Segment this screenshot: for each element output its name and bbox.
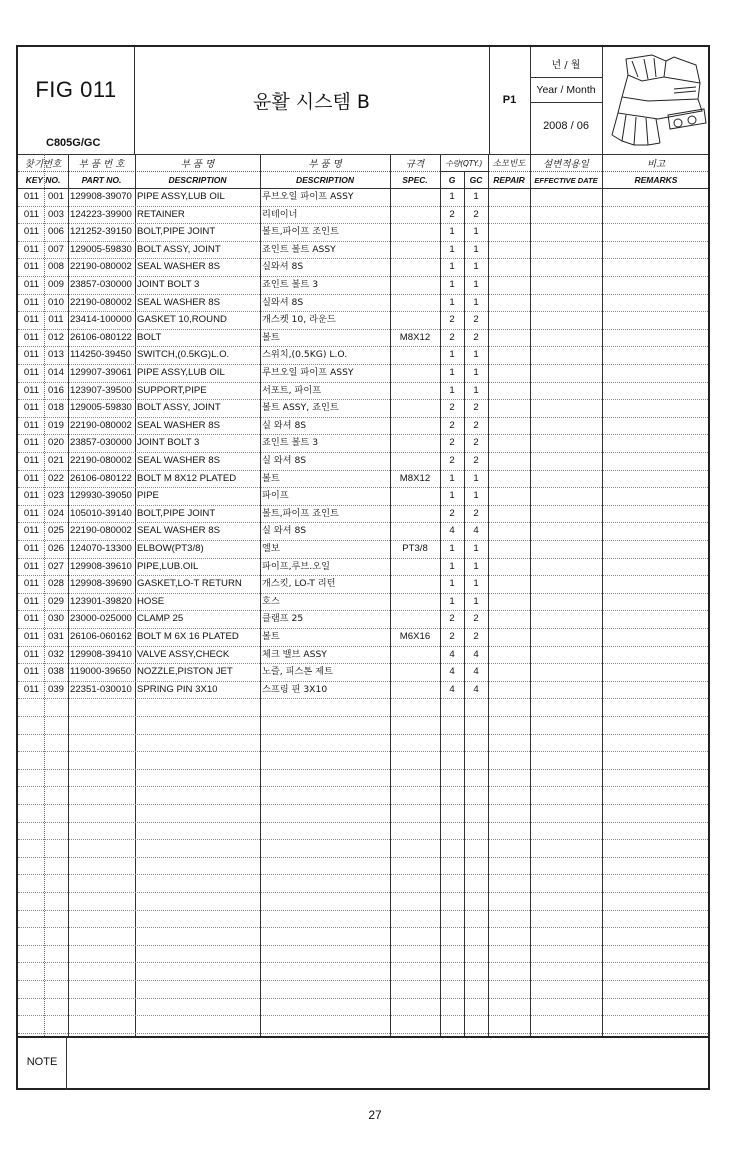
cell-kdesc: 죠인트 볼트 ASSY: [262, 243, 336, 255]
cell-gc: 2: [473, 314, 479, 326]
cell-desc: VALVE ASSY,CHECK: [137, 648, 230, 660]
cell-spec: [390, 681, 440, 699]
cell-key: 031: [47, 631, 64, 642]
cell-kdesc: 파이프,루브.오일: [262, 560, 330, 572]
cell-key: 030: [47, 613, 64, 625]
fig-number: FIG 011: [35, 77, 117, 102]
cell-key: 019: [47, 419, 64, 431]
row-rule: [18, 786, 708, 787]
cell-key: 018: [47, 402, 64, 414]
col-spec-kr: 규격: [405, 159, 425, 170]
col-eff-en: EFFECTIVE DATE: [534, 175, 598, 185]
cell-g: 2: [449, 419, 455, 431]
cell-g: 4: [449, 683, 455, 695]
cell-gc: 4: [473, 525, 479, 537]
cell-part: 26106-080122: [70, 331, 132, 343]
cell-gc: 1: [473, 367, 479, 378]
cell-fig: 011: [23, 402, 40, 414]
cell-g: 2: [449, 455, 455, 466]
cell-g: 1: [449, 543, 455, 554]
notes-divider: [66, 1036, 67, 1090]
cell-gc: 2: [473, 507, 479, 519]
cell-spec: M8X12: [399, 472, 431, 484]
col-qty-g: G: [448, 175, 456, 185]
cell-g: 2: [449, 331, 455, 343]
cell-desc: HOSE: [137, 595, 165, 607]
cell-g: 1: [449, 349, 455, 361]
cell-spec: [390, 593, 440, 611]
col-qty-gc: GC: [469, 175, 483, 185]
cell-key: 007: [47, 243, 64, 255]
cell-spec: [390, 241, 440, 259]
cell-g: 1: [449, 296, 455, 308]
cell-fig: 011: [23, 208, 40, 220]
cell-part: 123907-39500: [70, 384, 132, 396]
cell-kdesc: 실 와셔 8S: [262, 525, 307, 537]
cell-spec: [390, 188, 440, 206]
col-key-en: KEY NO.: [25, 175, 61, 185]
cell-key: 008: [47, 261, 64, 273]
cell-part: 22190-080002: [70, 525, 132, 537]
cell-g: 1: [449, 279, 455, 290]
cell-part: 119000-39650: [70, 666, 132, 678]
cell-kdesc: 볼트: [262, 631, 280, 642]
cell-desc: BOLT ASSY, JOINT: [137, 402, 221, 414]
cell-g: 2: [449, 402, 455, 414]
cell-kdesc: 죠인트 볼트 3: [262, 279, 319, 290]
cell-desc: BOLT,PIPE JOINT: [137, 507, 216, 519]
cell-kdesc: 노즐, 피스톤 제트: [262, 666, 333, 678]
cell-kdesc: 엘보: [262, 543, 280, 554]
cell-spec: [390, 575, 440, 593]
cell-kdesc: 개스킷, LO-T 리턴: [262, 578, 336, 590]
cell-part: 22351-030010: [70, 683, 132, 695]
cell-g: 1: [449, 560, 455, 572]
cell-gc: 1: [473, 279, 479, 290]
cell-gc: 1: [473, 261, 479, 273]
cell-fig: 011: [23, 191, 40, 202]
col-qty-kr: 수량(QTY.): [445, 158, 483, 168]
cell-gc: 1: [473, 349, 479, 361]
cell-kdesc: 호스: [262, 595, 280, 607]
cell-gc: 2: [473, 331, 479, 343]
cell-gc: 2: [473, 419, 479, 431]
cell-desc: PIPE,LUB.OIL: [137, 560, 199, 572]
cell-part: 121252-39150: [70, 226, 132, 238]
cell-key: 016: [47, 384, 64, 396]
cell-part: 129908-39610: [70, 560, 132, 572]
cell-part: 129908-39070: [70, 191, 132, 202]
cell-gc: 4: [473, 666, 479, 678]
cell-gc: 2: [473, 208, 479, 220]
cell-key: 011: [48, 314, 64, 326]
cell-kdesc: 볼트,파이프 죠인트: [262, 507, 339, 519]
cell-key: 026: [47, 543, 64, 554]
cell-gc: 2: [473, 402, 479, 414]
cell-gc: 1: [473, 543, 479, 554]
cell-key: 025: [47, 525, 64, 537]
cell-fig: 011: [23, 595, 40, 607]
cell-g: 2: [449, 437, 455, 449]
cell-key: 020: [47, 437, 64, 449]
col-rem-kr: 비고: [646, 159, 666, 170]
cell-spec: [390, 311, 440, 329]
cell-desc: BOLT M 6X 16 PLATED: [137, 631, 239, 642]
row-rule: [18, 998, 708, 999]
cell-desc: GASKET,LO-T RETURN: [137, 578, 242, 590]
cell-desc: SEAL WASHER 8S: [137, 261, 220, 273]
row-rule: [18, 751, 708, 752]
cell-spec: [390, 646, 440, 664]
row-rule: [18, 1033, 708, 1034]
cell-key: 021: [47, 455, 64, 466]
col-desc-en: DESCRIPTION: [168, 175, 227, 185]
col-eff-kr: 설변적용일: [543, 159, 589, 170]
cell-kdesc: 스위치,(0.5KG) L.O.: [262, 349, 348, 361]
cell-fig: 011: [23, 666, 40, 678]
cell-spec: [390, 346, 440, 364]
cell-key: 038: [47, 666, 64, 678]
cell-desc: BOLT: [137, 331, 162, 343]
cell-key: 022: [47, 472, 64, 484]
cell-gc: 1: [473, 296, 479, 308]
column-divider: [602, 154, 603, 1036]
cell-desc: SUPPORT,PIPE: [137, 384, 207, 396]
cell-g: 2: [449, 613, 455, 625]
row-rule: [18, 734, 708, 735]
cell-part: 114250-39450: [70, 349, 132, 361]
cell-kdesc: 볼트,파이프 조인트: [262, 226, 339, 238]
cell-gc: 1: [473, 226, 479, 238]
cell-spec: [390, 487, 440, 505]
col-rem-en: REMARKS: [634, 175, 678, 185]
cell-spec: [390, 417, 440, 435]
cell-desc: SWITCH,(0.5KG)L.O.: [137, 349, 230, 361]
cell-fig: 011: [23, 525, 40, 537]
cell-key: 028: [47, 578, 64, 590]
cell-key: 014: [47, 367, 64, 378]
combine-harvester-illustration: [608, 49, 708, 149]
col-repair-en: REPAIR: [493, 175, 525, 185]
cell-fig: 011: [23, 261, 40, 273]
cell-spec: [390, 610, 440, 628]
row-rule: [18, 769, 708, 770]
cell-gc: 2: [473, 455, 479, 466]
cell-g: 4: [449, 525, 455, 537]
cell-spec: [390, 434, 440, 452]
cell-spec: [390, 663, 440, 681]
row-rule: [18, 698, 708, 699]
cell-gc: 1: [473, 578, 479, 590]
cell-fig: 011: [23, 578, 40, 590]
cell-desc: SEAL WASHER 8S: [137, 419, 220, 431]
row-rule: [18, 804, 708, 805]
cell-g: 1: [449, 578, 455, 590]
cell-spec: [390, 522, 440, 540]
cell-gc: 1: [473, 243, 479, 255]
row-rule: [18, 822, 708, 823]
cell-fig: 011: [23, 349, 40, 361]
cell-fig: 011: [23, 331, 40, 343]
cell-kdesc: 파이프: [262, 490, 289, 502]
cell-g: 2: [449, 208, 455, 220]
cell-g: 2: [449, 314, 455, 326]
cell-g: 1: [449, 261, 455, 273]
row-rule: [18, 892, 708, 893]
cell-kdesc: 클램프 25: [262, 613, 304, 625]
cell-part: 23000-025000: [70, 613, 132, 625]
cell-desc: CLAMP 25: [137, 613, 184, 625]
cell-gc: 1: [473, 490, 479, 502]
cell-fig: 011: [23, 384, 40, 396]
cell-spec: M8X12: [399, 331, 431, 343]
cell-key: 023: [47, 490, 64, 502]
cell-desc: JOINT BOLT 3: [137, 437, 200, 449]
cell-kdesc: 루브오일 파이프 ASSY: [262, 367, 354, 378]
cell-g: 1: [449, 191, 455, 202]
header-divider: [530, 102, 602, 103]
cell-kdesc: 실와셔 8S: [262, 261, 304, 273]
parts-sheet: [16, 45, 710, 1090]
cell-desc: JOINT BOLT 3: [137, 279, 200, 290]
cell-desc: BOLT ASSY, JOINT: [137, 243, 221, 255]
row-rule: [18, 857, 708, 858]
cell-g: 1: [449, 472, 455, 484]
cell-spec: [390, 276, 440, 294]
cell-gc: 1: [473, 191, 479, 202]
cell-desc: SEAL WASHER 8S: [137, 455, 220, 466]
cell-key: 027: [47, 560, 64, 572]
cell-spec: [390, 364, 440, 382]
cell-part: 22190-080002: [70, 296, 132, 308]
cell-g: 4: [449, 666, 455, 678]
cell-kdesc: 개스켓 10, 라운드: [262, 314, 336, 326]
cell-desc: SEAL WASHER 8S: [137, 525, 220, 537]
revision-date: 2008 / 06: [543, 120, 589, 132]
cell-g: 2: [449, 631, 455, 642]
cell-key: 012: [47, 331, 64, 343]
cell-part: 22190-080002: [70, 261, 132, 273]
cell-key: 013: [47, 349, 64, 361]
cell-part: 22190-080002: [70, 455, 132, 466]
cell-fig: 011: [23, 437, 40, 449]
cell-fig: 011: [23, 243, 40, 255]
col-spec-en: SPEC.: [402, 175, 428, 185]
cell-g: 1: [449, 243, 455, 255]
cell-spec: PT3/8: [402, 543, 428, 554]
col-part-en: PART NO.: [81, 175, 122, 185]
cell-part: 129908-39690: [70, 578, 132, 590]
notes-top-rule: [18, 1036, 708, 1038]
cell-key: 029: [47, 595, 64, 607]
cell-kdesc: 볼트 ASSY, 죠인트: [262, 402, 339, 414]
row-rule: [18, 962, 708, 963]
model-number: C805G/GC: [46, 137, 101, 149]
cell-fig: 011: [23, 367, 40, 378]
col-key-kr: 찾기번호: [24, 159, 62, 170]
cell-kdesc: 체크 밸브 ASSY: [262, 648, 327, 660]
cell-gc: 1: [473, 472, 479, 484]
cell-key: 024: [47, 507, 64, 519]
cell-fig: 011: [23, 226, 40, 238]
column-divider: [135, 154, 136, 1036]
cell-desc: BOLT,PIPE JOINT: [137, 226, 216, 238]
cell-fig: 011: [23, 490, 40, 502]
cell-kdesc: 루브오일 파이프 ASSY: [262, 191, 354, 202]
cell-fig: 011: [23, 296, 40, 308]
cell-fig: 011: [23, 455, 40, 466]
cell-spec: [390, 258, 440, 276]
row-rule: [18, 980, 708, 981]
cell-desc: SPRING PIN 3X10: [137, 683, 218, 695]
cell-fig: 011: [23, 543, 40, 554]
cell-part: 23857-030000: [70, 437, 132, 449]
page-number: 27: [368, 1108, 382, 1122]
cell-gc: 2: [473, 631, 479, 642]
row-rule: [18, 945, 708, 946]
cell-part: 123901-39820: [70, 595, 132, 607]
cell-g: 1: [449, 226, 455, 238]
cell-desc: BOLT M 8X12 PLATED: [137, 472, 237, 484]
cell-fig: 011: [23, 472, 40, 484]
note-label: NOTE: [26, 1056, 58, 1068]
col-desc2-kr: 부 품 명: [308, 159, 342, 170]
page-code: P1: [502, 94, 517, 106]
col-desc-kr: 부 품 명: [180, 159, 215, 170]
col-part-kr: 부 품 번 호: [78, 159, 125, 170]
cell-fig: 011: [23, 279, 40, 290]
cell-part: 105010-39140: [70, 507, 132, 519]
header-divider: [602, 47, 603, 154]
cell-part: 129930-39050: [70, 490, 132, 502]
cell-fig: 011: [23, 507, 40, 519]
cell-spec: M6X16: [399, 631, 431, 642]
row-rule: [18, 927, 708, 928]
cell-g: 2: [449, 507, 455, 519]
cell-fig: 011: [23, 648, 40, 660]
year-month-kr: 년 / 월: [551, 59, 581, 71]
cell-key: 009: [47, 279, 64, 290]
cell-desc: GASKET 10,ROUND: [137, 314, 227, 326]
year-month-en: Year / Month: [536, 84, 596, 96]
cell-kdesc: 실 와셔 8S: [262, 419, 307, 431]
cell-gc: 2: [473, 437, 479, 449]
column-divider: [68, 154, 69, 1036]
cell-key: 032: [47, 648, 64, 660]
cell-part: 124070-13300: [70, 543, 132, 554]
row-rule: [18, 874, 708, 875]
cell-spec: [390, 558, 440, 576]
cell-spec: [390, 382, 440, 400]
col-repair-kr: 소모빈도: [492, 159, 526, 169]
cell-gc: 4: [473, 648, 479, 660]
cell-kdesc: 실 와셔 8S: [262, 455, 307, 466]
cell-g: 1: [449, 595, 455, 607]
cell-desc: NOZZLE,PISTON JET: [137, 666, 233, 678]
row-rule: [18, 839, 708, 840]
cell-kdesc: 서포트, 파이프: [262, 384, 322, 396]
cell-kdesc: 볼트: [262, 331, 280, 343]
cell-part: 129005-59830: [70, 243, 132, 255]
cell-part: 23414-100000: [70, 314, 132, 326]
cell-spec: [390, 223, 440, 241]
col-desc2-en: DESCRIPTION: [295, 175, 355, 185]
cell-part: 129005-59830: [70, 402, 132, 414]
cell-spec: [390, 399, 440, 417]
cell-spec: [390, 452, 440, 470]
cell-part: 124223-39900: [70, 208, 132, 220]
cell-g: 1: [449, 490, 455, 502]
cell-fig: 011: [23, 314, 40, 326]
page-title: 윤활 시스템 B: [253, 90, 370, 113]
cell-fig: 011: [23, 683, 40, 695]
cell-desc: PIPE ASSY,LUB OIL: [137, 191, 225, 202]
cell-desc: ELBOW(PT3/8): [137, 543, 204, 554]
cell-kdesc: 실와셔 8S: [262, 296, 304, 308]
cell-spec: [390, 505, 440, 523]
cell-desc: RETAINER: [137, 208, 185, 220]
row-rule: [18, 716, 708, 717]
cell-desc: PIPE: [137, 490, 159, 502]
cell-fig: 011: [23, 613, 40, 625]
cell-key: 006: [47, 226, 64, 238]
cell-desc: SEAL WASHER 8S: [137, 296, 220, 308]
cell-key: 003: [47, 208, 64, 220]
column-divider: [530, 154, 531, 1036]
column-divider: [488, 154, 489, 1036]
cell-spec: [390, 206, 440, 224]
cell-key: 010: [47, 296, 64, 308]
cell-key: 039: [47, 683, 64, 695]
row-rule: [18, 1015, 708, 1016]
row-rule: [18, 910, 708, 911]
cell-desc: PIPE ASSY,LUB OIL: [137, 367, 225, 378]
cell-part: 22190-080002: [70, 419, 132, 431]
cell-kdesc: 죠인트 볼트 3: [262, 437, 319, 449]
cell-part: 129907-39061: [70, 367, 132, 378]
cell-gc: 1: [473, 595, 479, 607]
cell-fig: 011: [23, 419, 40, 431]
cell-spec: [390, 294, 440, 312]
cell-part: 26106-080122: [70, 472, 132, 484]
cell-key: 001: [47, 191, 64, 202]
cell-fig: 011: [23, 631, 40, 642]
column-divider: [260, 154, 261, 1036]
cell-kdesc: 스프링 핀 3X10: [262, 683, 328, 695]
cell-g: 1: [449, 367, 455, 378]
cell-gc: 4: [473, 683, 479, 695]
cell-gc: 1: [473, 560, 479, 572]
cell-part: 26106-060162: [70, 631, 132, 642]
cell-kdesc: 볼트: [262, 472, 280, 484]
cell-gc: 1: [473, 384, 479, 396]
cell-part: 129908-39410: [70, 648, 132, 660]
cell-gc: 2: [473, 613, 479, 625]
cell-g: 4: [449, 648, 455, 660]
cell-fig: 011: [23, 560, 40, 572]
cell-kdesc: 리테이너: [262, 208, 298, 220]
cell-part: 23857-030000: [70, 279, 132, 290]
cell-g: 1: [449, 384, 455, 396]
